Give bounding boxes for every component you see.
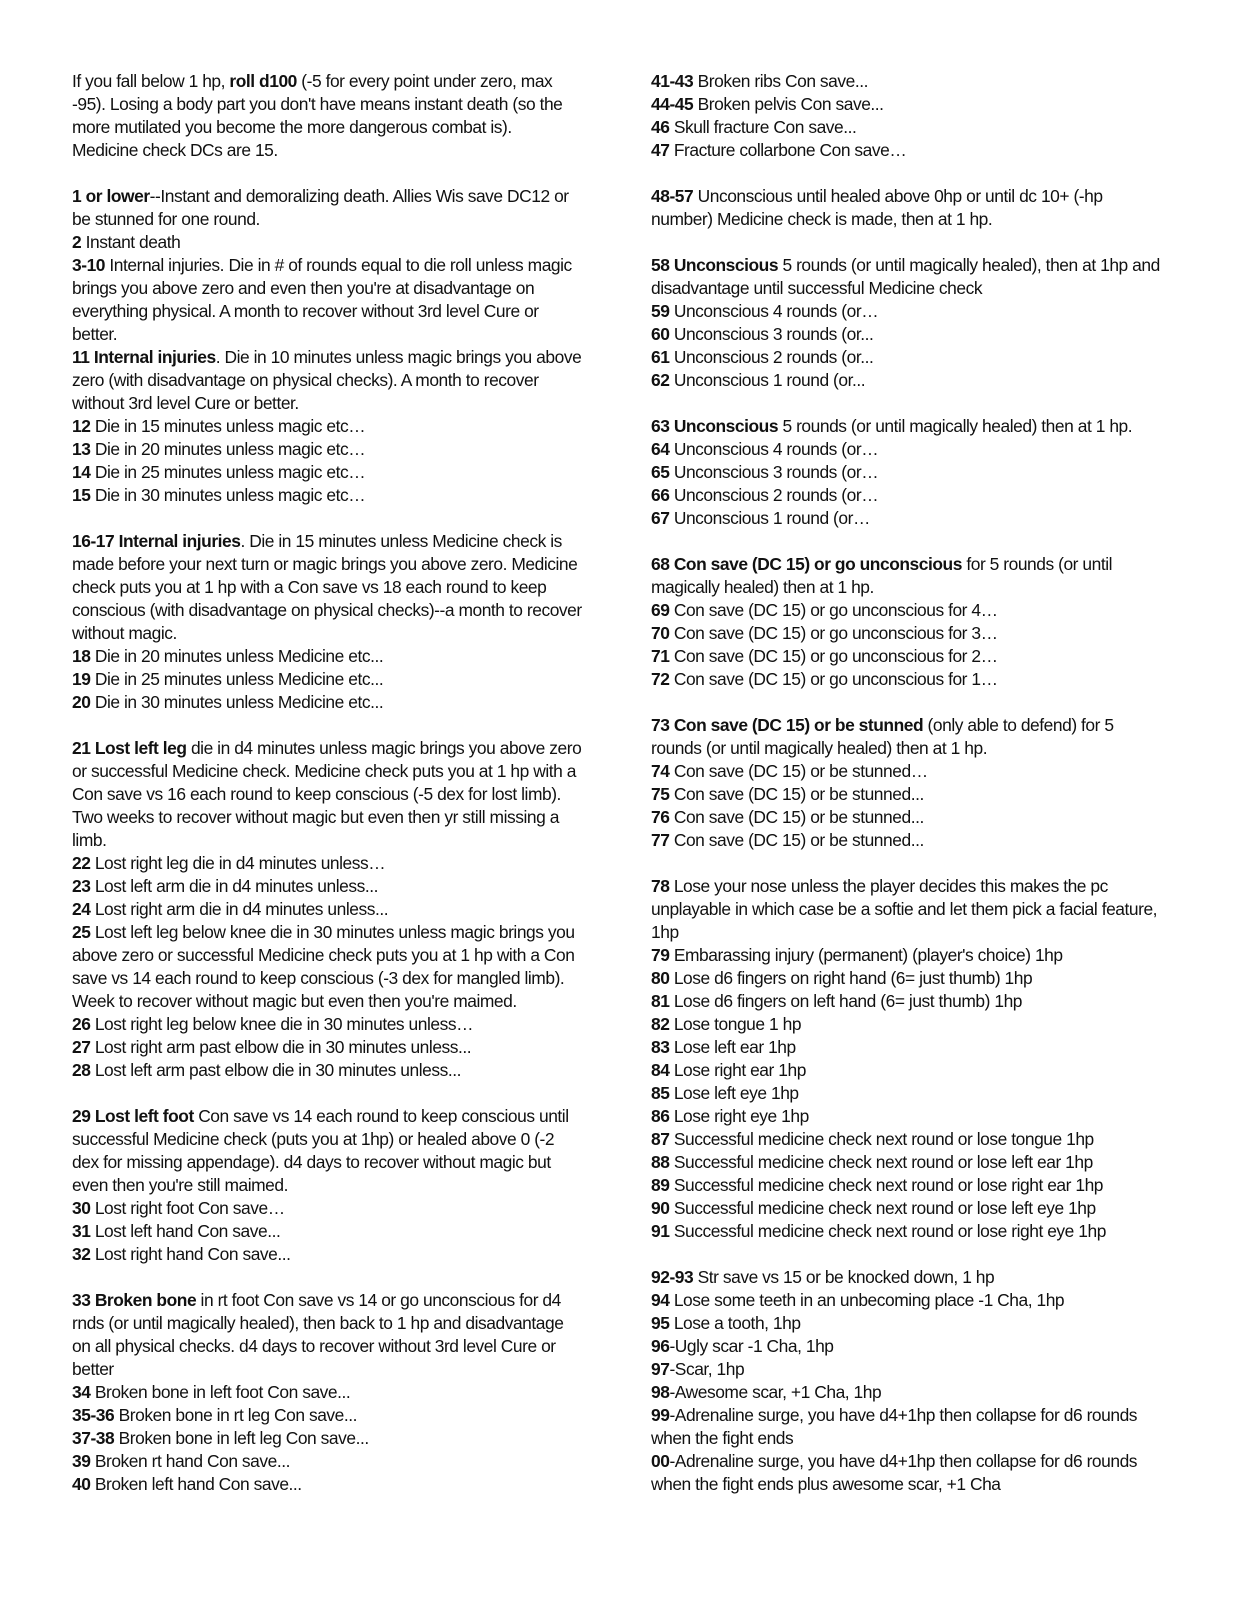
entry-roll-label: 13 — [72, 439, 91, 459]
table-entry — [651, 645, 1166, 668]
entry-text: Lose a tooth, 1hp — [669, 1313, 801, 1333]
entry-text: Lose tongue 1 hp — [669, 1014, 802, 1034]
entry-roll-label: 87 — [651, 1129, 670, 1149]
entry-text: . Die in 10 minutes unless magic brings you above zero (with disadvantage on physical checks). A month to recover without 3rd level Cure or better. — [72, 347, 582, 413]
table-entry — [651, 323, 1166, 346]
entry-roll-label: 59 — [651, 301, 670, 321]
paragraph-gap — [72, 162, 582, 185]
table-entry — [651, 1404, 1166, 1450]
table-entry — [651, 622, 1166, 645]
table-entry — [72, 1450, 582, 1473]
table-entry — [651, 484, 1166, 507]
entry-text: Con save (DC 15) or go unconscious for 1… — [669, 669, 998, 689]
entry-text: Con save (DC 15) or go unconscious for 2… — [669, 646, 998, 666]
table-entry — [651, 1381, 1166, 1404]
entry-text: Con save vs 14 each round to keep conscious until successful Medicine check (puts you at 1hp) or healed above 0 (-2 dex for missing appendage). d4 days to recover without magic but even then you're still maimed. — [72, 1106, 569, 1195]
entry-text: Con save (DC 15) or be stunned... — [669, 830, 924, 850]
entry-text: Unconscious until healed above 0hp or until dc 10+ (-hp number) Medicine check is made, then at 1 hp. — [651, 186, 1103, 229]
table-entry — [651, 553, 1166, 599]
table-entry — [72, 1036, 582, 1059]
table-entry — [72, 231, 582, 254]
table-entry — [651, 1335, 1166, 1358]
table-entry — [651, 806, 1166, 829]
table-entry — [72, 645, 582, 668]
entry-roll-label: 3-10 — [72, 255, 106, 275]
entry-text: Die in 30 minutes unless Medicine etc... — [90, 692, 384, 712]
entry-roll-label: 95 — [651, 1313, 670, 1333]
entry-text: Lose left ear 1hp — [669, 1037, 796, 1057]
table-entry — [72, 1059, 582, 1082]
entry-roll-label: 33 Broken bone — [72, 1290, 197, 1310]
table-entry — [651, 1358, 1166, 1381]
table-entry — [651, 1128, 1166, 1151]
entry-text: Broken ribs Con save... — [693, 71, 869, 91]
table-entry — [651, 1013, 1166, 1036]
paragraph-gap — [72, 714, 582, 737]
entry-roll-label: 30 — [72, 1198, 91, 1218]
table-entry — [651, 1289, 1166, 1312]
entry-text: Broken bone in left leg Con save... — [114, 1428, 369, 1448]
entry-text: Lost right arm die in d4 minutes unless... — [90, 899, 389, 919]
entry-text: Lost left leg below knee die in 30 minutes unless magic brings you above zero or successful Medicine check puts you at 1 hp with a Con save vs 14 each round to keep conscious (-3 dex for mangled limb). Week to recover without magic but even then you're maimed. — [72, 922, 575, 1011]
entry-text: Die in 20 minutes unless Medicine etc... — [90, 646, 384, 666]
paragraph-gap — [72, 507, 582, 530]
entry-roll-label: 65 — [651, 462, 670, 482]
entry-roll-label: 39 — [72, 1451, 91, 1471]
paragraph-gap — [651, 530, 1166, 553]
table-entry — [651, 599, 1166, 622]
table-entry — [651, 185, 1166, 231]
entry-roll-label: 11 Internal injuries — [72, 347, 216, 367]
entry-roll-label: 74 — [651, 761, 670, 781]
entry-roll-label: 70 — [651, 623, 670, 643]
entry-text: Instant death — [81, 232, 181, 252]
table-entry — [651, 783, 1166, 806]
table-entry — [72, 921, 582, 1013]
entry-roll-label: 41-43 — [651, 71, 694, 91]
entry-roll-label: 21 Lost left leg — [72, 738, 187, 758]
table-entry — [651, 990, 1166, 1013]
entry-text: Embarassing injury (permanent) (player's choice) 1hp — [669, 945, 1063, 965]
table-entry — [651, 369, 1166, 392]
entry-text: Lost right arm past elbow die in 30 minutes unless... — [90, 1037, 472, 1057]
entry-text: Successful medicine check next round or lose left ear 1hp — [669, 1152, 1093, 1172]
entry-text: Fracture collarbone Con save… — [669, 140, 907, 160]
entry-text: 5 rounds (or until magically healed), then at 1hp and disadvantage until successful Medicine check — [651, 255, 1160, 298]
table-entry — [651, 116, 1166, 139]
table-entry — [651, 415, 1166, 438]
table-entry — [651, 1312, 1166, 1335]
table-entry — [72, 691, 582, 714]
table-entry — [72, 1381, 582, 1404]
entry-roll-label: 94 — [651, 1290, 670, 1310]
entry-text: Die in 15 minutes unless magic etc… — [90, 416, 366, 436]
entry-roll-label: 73 Con save (DC 15) or be stunned — [651, 715, 924, 735]
entry-text: -Awesome scar, +1 Cha, 1hp — [669, 1382, 882, 1402]
entry-roll-label: 82 — [651, 1014, 670, 1034]
entry-text: Die in 25 minutes unless Medicine etc... — [90, 669, 384, 689]
entry-roll-label: 22 — [72, 853, 91, 873]
entry-text: Con save (DC 15) or be stunned... — [669, 807, 924, 827]
entry-roll-label: 58 Unconscious — [651, 255, 779, 275]
entry-text: (-5 for every point under zero, max -95). Losing a body part you don't have means instant death (so the more mutilated you become the more dangerous combat is). Medicine check DCs are 15. — [72, 71, 563, 160]
table-entry — [72, 438, 582, 461]
entry-text: Lost right leg die in d4 minutes unless… — [90, 853, 386, 873]
entry-roll-label: 99 — [651, 1405, 670, 1425]
entry-roll-label: 67 — [651, 508, 670, 528]
entry-roll-label: 76 — [651, 807, 670, 827]
entry-text: Broken bone in rt leg Con save... — [114, 1405, 358, 1425]
table-entry — [651, 1059, 1166, 1082]
table-entry — [72, 737, 582, 852]
entry-text: Internal injuries. Die in # of rounds equal to die roll unless magic brings you above zero and even then you're at disadvantage on everything physical. A month to recover without 3rd level Cure or better. — [72, 255, 572, 344]
entry-roll-label: 16-17 Internal injuries — [72, 531, 241, 551]
entry-text: Broken rt hand Con save... — [90, 1451, 291, 1471]
table-entry — [651, 1036, 1166, 1059]
table-entry — [72, 1427, 582, 1450]
entry-roll-label: 86 — [651, 1106, 670, 1126]
entry-text: Skull fracture Con save... — [669, 117, 857, 137]
entry-roll-label: 15 — [72, 485, 91, 505]
table-entry — [651, 829, 1166, 852]
table-entry — [72, 1197, 582, 1220]
table-entry — [72, 1013, 582, 1036]
entry-text: Unconscious 2 rounds (or... — [669, 347, 874, 367]
entry-text: Lost right hand Con save... — [90, 1244, 291, 1264]
table-entry — [72, 254, 582, 346]
entry-roll-label: 2 — [72, 232, 82, 252]
entry-text: -Adrenaline surge, you have d4+1hp then collapse for d6 rounds when the fight ends plus awesome scar, +1 Cha — [651, 1451, 1138, 1494]
entry-text: Lost left arm die in d4 minutes unless... — [90, 876, 378, 896]
entry-text: die in d4 minutes unless magic brings you above zero or successful Medicine check. Medicine check puts you at 1 hp with a Con save vs 16 each round to keep conscious (-5 dex for lost limb). Two weeks to recover without magic but even then yr still missing a limb. — [72, 738, 582, 850]
entry-text: Broken left hand Con save... — [90, 1474, 302, 1494]
entry-roll-label: 12 — [72, 416, 91, 436]
entry-text: Successful medicine check next round or lose left eye 1hp — [669, 1198, 1096, 1218]
table-entry — [72, 530, 582, 645]
entry-roll-label: 14 — [72, 462, 91, 482]
entry-roll-label: 44-45 — [651, 94, 694, 114]
entry-text: Con save (DC 15) or go unconscious for 4… — [669, 600, 998, 620]
table-entry — [72, 415, 582, 438]
entry-text: Lose right ear 1hp — [669, 1060, 806, 1080]
entry-text: Lose some teeth in an unbecoming place -1 Cha, 1hp — [669, 1290, 1065, 1310]
table-entry — [651, 1266, 1166, 1289]
entry-roll-label: 19 — [72, 669, 91, 689]
entry-roll-label: 79 — [651, 945, 670, 965]
left-column — [72, 70, 582, 1496]
entry-text: Broken bone in left foot Con save... — [90, 1382, 351, 1402]
table-entry — [72, 185, 582, 231]
entry-roll-label: 20 — [72, 692, 91, 712]
table-entry — [651, 93, 1166, 116]
table-entry — [651, 1450, 1166, 1496]
entry-roll-label: 61 — [651, 347, 670, 367]
entry-text: Lose right eye 1hp — [669, 1106, 809, 1126]
table-entry — [651, 875, 1166, 944]
table-entry — [651, 139, 1166, 162]
table-entry — [651, 438, 1166, 461]
entry-text: Con save (DC 15) or go unconscious for 3… — [669, 623, 998, 643]
entry-roll-label: 18 — [72, 646, 91, 666]
entry-text: Successful medicine check next round or lose right eye 1hp — [669, 1221, 1106, 1241]
paragraph-gap — [651, 231, 1166, 254]
paragraph-gap — [72, 1266, 582, 1289]
entry-roll-label: 63 Unconscious — [651, 416, 779, 436]
table-entry — [651, 300, 1166, 323]
table-entry — [72, 1404, 582, 1427]
entry-roll-label: 81 — [651, 991, 670, 1011]
entry-text: Unconscious 3 rounds (or... — [669, 324, 874, 344]
entry-roll-label: 83 — [651, 1037, 670, 1057]
entry-text: Successful medicine check next round or lose right ear 1hp — [669, 1175, 1104, 1195]
table-entry — [72, 1220, 582, 1243]
entry-text: Lose d6 fingers on left hand (6= just thumb) 1hp — [669, 991, 1023, 1011]
entry-roll-label: 37-38 — [72, 1428, 115, 1448]
entry-text: Die in 25 minutes unless magic etc… — [90, 462, 366, 482]
entry-roll-label: 46 — [651, 117, 670, 137]
entry-roll-label: 60 — [651, 324, 670, 344]
entry-roll-label: 77 — [651, 830, 670, 850]
table-entry — [651, 1220, 1166, 1243]
entry-text: Successful medicine check next round or lose tongue 1hp — [669, 1129, 1094, 1149]
entry-roll-label: 40 — [72, 1474, 91, 1494]
entry-roll-label: 78 — [651, 876, 670, 896]
paragraph-gap — [651, 392, 1166, 415]
entry-text: Die in 30 minutes unless magic etc… — [90, 485, 366, 505]
table-entry — [72, 346, 582, 415]
entry-text: (only able to defend) for 5 rounds (or until magically healed) then at 1 hp. — [651, 715, 1114, 758]
entry-roll-label: 75 — [651, 784, 670, 804]
table-entry — [651, 1105, 1166, 1128]
table-entry — [651, 760, 1166, 783]
entry-text: --Instant and demoralizing death. Allies Wis save DC12 or be stunned for one round. — [72, 186, 569, 229]
table-entry — [651, 668, 1166, 691]
entry-text: in rt foot Con save vs 14 or go unconscious for d4 rnds (or until magically healed), then back to 1 hp and disadvantage on all physical checks. d4 days to recover without 3rd level Cure or better — [72, 1290, 564, 1379]
entry-text: Die in 20 minutes unless magic etc… — [90, 439, 366, 459]
entry-roll-label: 97 — [651, 1359, 670, 1379]
table-entry — [72, 898, 582, 921]
table-entry — [651, 461, 1166, 484]
entry-text: Unconscious 4 rounds (or… — [669, 301, 879, 321]
entry-roll-label: 88 — [651, 1152, 670, 1172]
entry-roll-label: 92-93 — [651, 1267, 694, 1287]
entry-roll-label: 23 — [72, 876, 91, 896]
entry-roll-label: 89 — [651, 1175, 670, 1195]
entry-text: 5 rounds (or until magically healed) then at 1 hp. — [778, 416, 1133, 436]
table-entry — [72, 852, 582, 875]
table-entry — [72, 1473, 582, 1496]
entry-roll-label: 31 — [72, 1221, 91, 1241]
entry-roll-label: 24 — [72, 899, 91, 919]
entry-roll-label: 80 — [651, 968, 670, 988]
entry-roll-label: 26 — [72, 1014, 91, 1034]
table-entry — [72, 461, 582, 484]
entry-text: -Scar, 1hp — [669, 1359, 745, 1379]
entry-roll-label: 29 Lost left foot — [72, 1106, 194, 1126]
entry-text: Unconscious 4 rounds (or… — [669, 439, 879, 459]
entry-roll-label: 47 — [651, 140, 670, 160]
entry-roll-label: 96 — [651, 1336, 670, 1356]
entry-roll-label: 28 — [72, 1060, 91, 1080]
entry-roll-label: 90 — [651, 1198, 670, 1218]
table-entry — [651, 346, 1166, 369]
entry-text: Lost right foot Con save… — [90, 1198, 285, 1218]
table-entry — [651, 714, 1166, 760]
entry-roll-label: 71 — [651, 646, 670, 666]
table-entry — [72, 875, 582, 898]
table-entry — [72, 70, 582, 162]
entry-text: Str save vs 15 or be knocked down, 1 hp — [693, 1267, 995, 1287]
entry-text: Lost left hand Con save... — [90, 1221, 281, 1241]
entry-text: If you fall below 1 hp, — [72, 71, 230, 91]
entry-text: for 5 rounds (or until magically healed) then at 1 hp. — [651, 554, 1113, 597]
table-entry — [72, 1289, 582, 1381]
table-entry — [651, 507, 1166, 530]
paragraph-gap — [651, 162, 1166, 185]
entry-text: Lost right leg below knee die in 30 minutes unless… — [90, 1014, 474, 1034]
paragraph-gap — [651, 852, 1166, 875]
table-entry — [651, 1151, 1166, 1174]
table-entry — [72, 1105, 582, 1197]
entry-roll-label: 84 — [651, 1060, 670, 1080]
entry-text: Lose your nose unless the player decides this makes the pc unplayable in which case be a softie and let them pick a facial feature, 1hp — [651, 876, 1158, 942]
entry-roll-label: roll d100 — [229, 71, 297, 91]
entry-roll-label: 00 — [651, 1451, 670, 1471]
table-entry — [651, 1174, 1166, 1197]
entry-roll-label: 64 — [651, 439, 670, 459]
table-entry — [651, 944, 1166, 967]
entry-text: Lose left eye 1hp — [669, 1083, 799, 1103]
entry-roll-label: 27 — [72, 1037, 91, 1057]
entry-roll-label: 48-57 — [651, 186, 694, 206]
entry-roll-label: 91 — [651, 1221, 670, 1241]
table-entry — [651, 254, 1166, 300]
entry-roll-label: 85 — [651, 1083, 670, 1103]
entry-roll-label: 34 — [72, 1382, 91, 1402]
entry-text: Unconscious 1 round (or... — [669, 370, 866, 390]
entry-roll-label: 98 — [651, 1382, 670, 1402]
entry-text: Unconscious 3 rounds (or… — [669, 462, 879, 482]
paragraph-gap — [72, 1082, 582, 1105]
entry-text: Unconscious 1 round (or… — [669, 508, 870, 528]
paragraph-gap — [651, 1243, 1166, 1266]
entry-roll-label: 72 — [651, 669, 670, 689]
table-entry — [651, 967, 1166, 990]
right-column — [651, 70, 1166, 1496]
entry-roll-label: 69 — [651, 600, 670, 620]
entry-text: Lose d6 fingers on right hand (6= just thumb) 1hp — [669, 968, 1033, 988]
table-entry — [72, 668, 582, 691]
table-entry — [651, 1082, 1166, 1105]
entry-text: Unconscious 2 rounds (or… — [669, 485, 879, 505]
entry-text: Broken pelvis Con save... — [693, 94, 884, 114]
entry-text: Con save (DC 15) or be stunned... — [669, 784, 924, 804]
table-entry — [72, 484, 582, 507]
table-entry — [72, 1243, 582, 1266]
entry-roll-label: 68 Con save (DC 15) or go unconscious — [651, 554, 962, 574]
entry-roll-label: 32 — [72, 1244, 91, 1264]
paragraph-gap — [651, 691, 1166, 714]
entry-text: Con save (DC 15) or be stunned… — [669, 761, 928, 781]
entry-roll-label: 66 — [651, 485, 670, 505]
table-entry — [651, 1197, 1166, 1220]
entry-roll-label: 35-36 — [72, 1405, 115, 1425]
entry-text: -Adrenaline surge, you have d4+1hp then collapse for d6 rounds when the fight ends — [651, 1405, 1138, 1448]
entry-roll-label: 25 — [72, 922, 91, 942]
entry-text: Lost left arm past elbow die in 30 minutes unless... — [90, 1060, 461, 1080]
entry-roll-label: 62 — [651, 370, 670, 390]
table-entry — [651, 70, 1166, 93]
entry-roll-label: 1 or lower — [72, 186, 150, 206]
entry-text: -Ugly scar -1 Cha, 1hp — [669, 1336, 834, 1356]
entry-text: . Die in 15 minutes unless Medicine check is made before your next turn or magic brings you above zero. Medicine check puts you at 1 hp with a Con save vs 18 each round to keep conscious (with disadvantage on physical checks)--a month to recover without magic. — [72, 531, 582, 643]
